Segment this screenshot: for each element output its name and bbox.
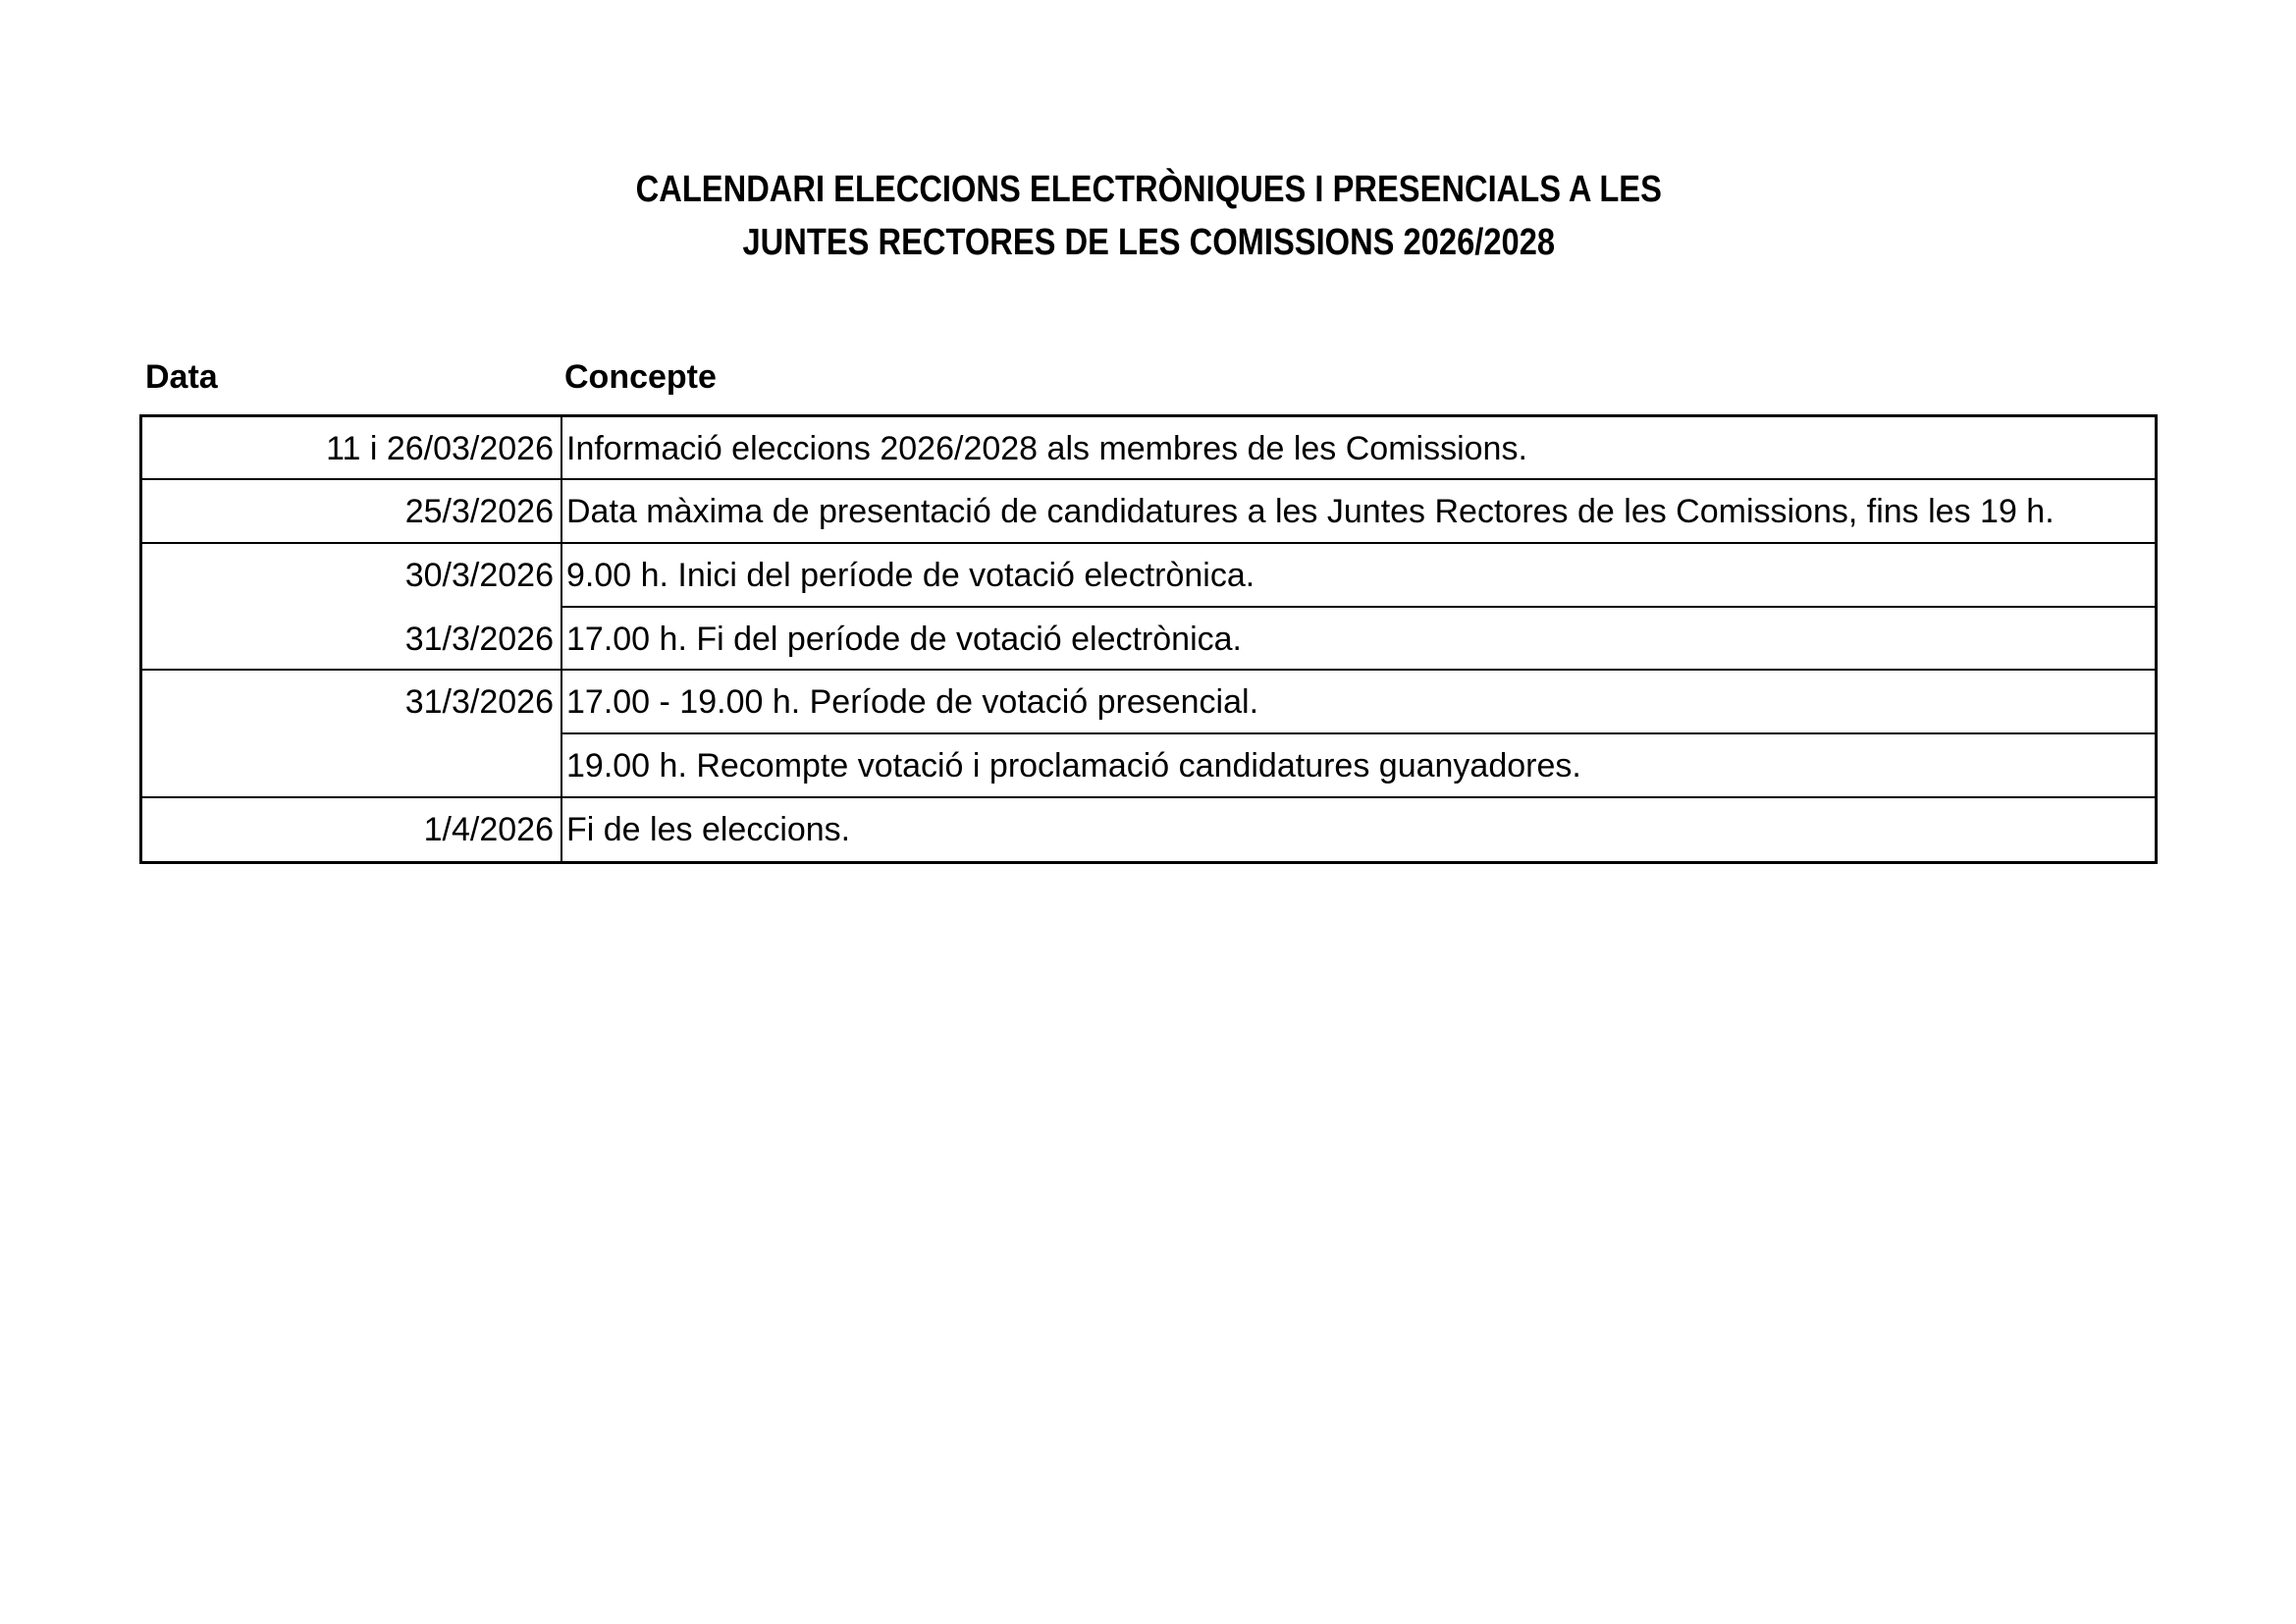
row-7-date: 1/4/2026 (423, 811, 554, 848)
row-2-date: 25/3/2026 (404, 493, 554, 530)
column-divider (561, 417, 562, 861)
election-schedule-table (139, 414, 2158, 864)
row-5-date: 31/3/2026 (404, 683, 554, 721)
column-header-date: Data (145, 358, 218, 396)
row-3-date: 30/3/2026 (404, 557, 554, 594)
document-title-line-1: CALENDARI ELECCIONS ELECTRÒNIQUES I PRESENCIALS A LES (635, 169, 1662, 210)
column-header-concept: Concepte (564, 358, 717, 396)
row-3-concept: 9.00 h. Inici del període de votació electrònica. (566, 557, 1255, 594)
row-1-concept: Informació eleccions 2026/2028 als membres de les Comissions. (566, 430, 1527, 467)
row-6-date (142, 734, 554, 797)
row-4-date: 31/3/2026 (404, 621, 554, 658)
row-7-concept: Fi de les eleccions. (566, 811, 851, 848)
row-6-concept: 19.00 h. Recompte votació i proclamació candidatures guanyadores. (566, 747, 1581, 785)
document-title-line-2: JUNTES RECTORES DE LES COMISSIONS 2026/2028 (742, 222, 1556, 263)
row-2-concept: Data màxima de presentació de candidatures a les Juntes Rectores de les Comissions, fins les 19 h. (566, 493, 2055, 530)
row-1-date: 11 i 26/03/2026 (326, 430, 554, 467)
row-5-concept: 17.00 - 19.00 h. Període de votació presencial. (566, 683, 1259, 721)
row-4-concept: 17.00 h. Fi del període de votació electrònica. (566, 621, 1242, 658)
